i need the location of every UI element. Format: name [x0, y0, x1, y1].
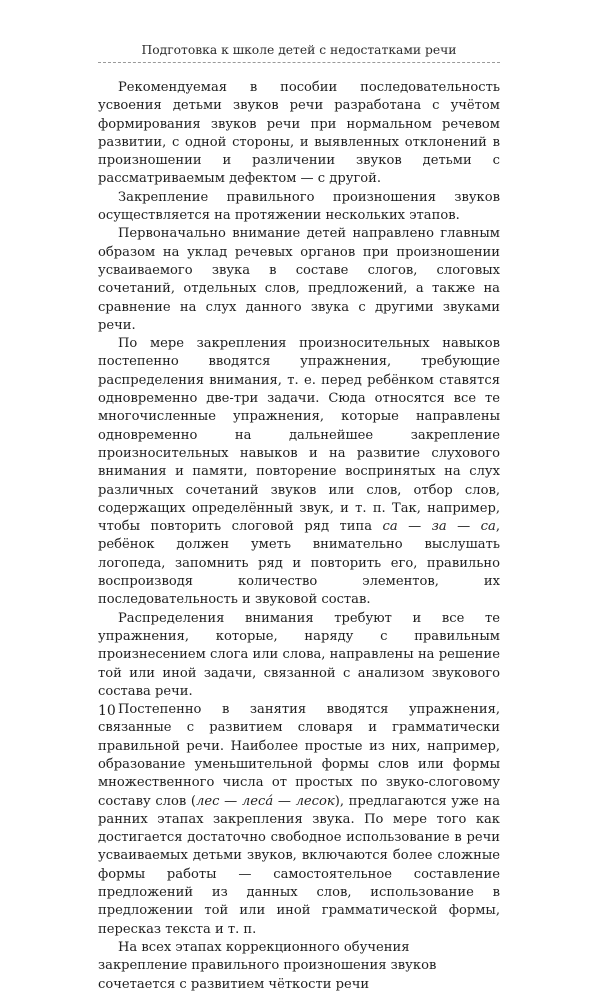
paragraph-3: Первоначально внимание детей направлено главным образом на уклад речевых органов при произношении усваиваемого звука в составе слогов, слоговых сочетаний, отдельных слов, предложений, а также на сравнение на слух данного звука с другими звуками речи. — [98, 226, 500, 333]
paragraph-1: Рекомендуемая в пособии последовательность усвоения детьми звуков речи разработана с учётом формирования звуков речи при нормальном речевом развитии, с одной стороны, и выявленных отклонений в произношении и различении звуков детьми с рассматриваемым дефектом — с другой. — [98, 80, 500, 187]
header-divider — [98, 62, 500, 63]
running-head: Подготовка к школе детей с недостатками речи — [141, 43, 457, 57]
paragraph-6-text: Постепенно в занятия вводятся упражнения, связанные с развитием словаря и грамматически правильной речи. Наиболее простые из них, например, образование уменьшительной формы слов или формы множественного числа от простых по звуко-слоговому составу слов ( — [98, 702, 500, 809]
paragraph-4 — [98, 335, 500, 609]
paragraph-5: Распределения внимания требуют и все те упражнения, которые, наряду с правильным произнесением слога или слова, направлены на решение той или иной задачи, связанной с анализом звукового состава речи. — [98, 610, 500, 699]
paragraph-4-text-end: , ребёнок должен уметь внимательно выслушать логопеда, запомнить ряд и повторить его, правильно воспроизводя количество элементов, их последовательность и звуковой состав. — [98, 519, 500, 608]
word-forms-example: лес — леса́ — лесок — [196, 793, 335, 809]
paragraph-6 — [98, 701, 500, 939]
paragraph-2: Закрепление правильного произношения звуков осуществляется на протяжении нескольких этапов. — [98, 189, 500, 224]
paragraph-7: На всех этапах коррекционного обучения закрепление правильного произношения звуков сочетается с развитием чёткости речи — [98, 939, 437, 992]
body-text — [98, 79, 500, 994]
paragraph-6-text-end: ), предлагаются уже на ранних этапах закрепления звука. По мере того как достигается достаточно свободное использование в речи усваиваемых детьми звуков, включаются более сложные формы работы — самостоятельное составление предложений из данных слов, использование в предложении той или иной грамматической формы, пересказ текста и т. п. — [98, 793, 500, 937]
syllable-row-example: са — за — са — [382, 519, 496, 535]
page-number: 10 — [98, 703, 116, 719]
paragraph-4-text: По мере закрепления произносительных навыков постепенно вводятся упражнения, требующие распределения внимания, т. е. перед ребёнком ставятся одновременно две-три задачи. Сюда относятся все те многочисленные упражнения, которые направлены одновременно на дальнейшее закрепление произносительных навыков и на развитие слухового внимания и памяти, повторение воспринятых на слух различных сочетаний звуков или слов, отбор слов, содержащих определённый звук, и т. п. Так, например, чтобы повторить слоговой ряд типа — [98, 336, 500, 535]
